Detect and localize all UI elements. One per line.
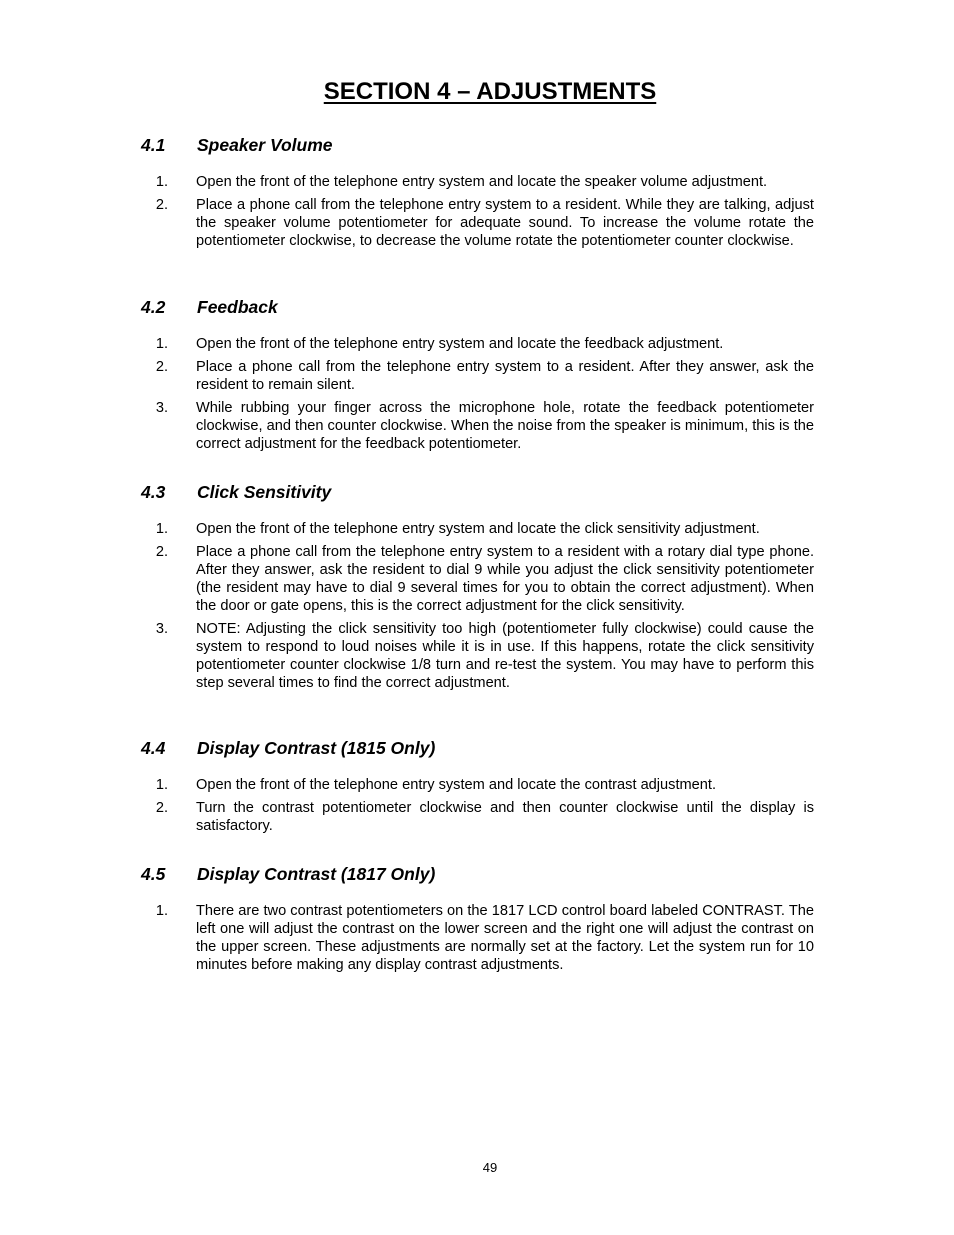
step-number: 2.: [155, 544, 168, 560]
step-number: 1.: [155, 336, 168, 352]
page-title: SECTION 4 – ADJUSTMENTS: [323, 78, 657, 105]
section-display-contrast-1817: [141, 863, 814, 979]
step-number: 3.: [155, 400, 168, 416]
section-title: Click Sensitivity: [197, 482, 332, 502]
step-number: 1.: [155, 903, 168, 919]
list-item: [141, 173, 814, 191]
page-number: 49: [482, 1160, 498, 1175]
step-list: [141, 902, 814, 974]
list-item: [141, 196, 814, 250]
list-item: [141, 520, 814, 538]
step-number: 3.: [155, 621, 168, 637]
section-number: 4.3: [141, 482, 166, 502]
list-item: [141, 335, 814, 353]
section-heading: [141, 737, 814, 759]
step-list: [141, 173, 814, 250]
section-title: Feedback: [197, 297, 278, 317]
section-number: 4.4: [141, 738, 166, 758]
step-number: 1.: [155, 777, 168, 793]
step-text: Place a phone call from the telephone entry system to a resident. After they answer, ask the resident to remain silent.: [196, 359, 814, 393]
section-number: 4.2: [141, 297, 166, 317]
section-heading: [141, 134, 814, 156]
step-text: Open the front of the telephone entry system and locate the contrast adjustment.: [196, 777, 717, 793]
step-text: NOTE: Adjusting the click sensitivity too high (potentiometer fully clockwise) could cause the system to respond to loud noises while it is in use. If this happens, rotate the click sensitivity potentiometer counter clockwise 1/8 turn and re-test the system. You may have to perform this step several times to find the correct adjustment.: [196, 621, 814, 691]
section-heading: [141, 863, 814, 885]
list-item: [141, 399, 814, 453]
list-item: [141, 799, 814, 835]
section-heading: [141, 296, 814, 318]
step-text: There are two contrast potentiometers on the 1817 LCD control board labeled CONTRAST. The left one will adjust the contrast on the lower screen and the right one will adjust the contrast on the upper screen. These adjustments are normally set at the factory. Let the system run for 10 minutes before making any display contrast adjustments.: [196, 903, 814, 973]
step-number: 2.: [155, 800, 168, 816]
step-number: 2.: [155, 197, 168, 213]
step-text: Open the front of the telephone entry system and locate the feedback adjustment.: [196, 336, 724, 352]
list-item: [141, 543, 814, 615]
list-item: [141, 902, 814, 974]
step-number: 1.: [155, 174, 168, 190]
section-number: 4.5: [141, 864, 166, 884]
list-item: [141, 620, 814, 692]
section-display-contrast-1815: [141, 737, 814, 840]
step-number: 2.: [155, 359, 168, 375]
section-feedback: [141, 296, 814, 458]
step-text: Turn the contrast potentiometer clockwise and then counter clockwise until the display is satisfactory.: [196, 800, 814, 834]
step-text: Open the front of the telephone entry system and locate the speaker volume adjustment.: [196, 174, 768, 190]
list-item: [141, 358, 814, 394]
step-text: Place a phone call from the telephone entry system to a resident with a rotary dial type phone. After they answer, ask the resident to dial 9 while you adjust the click sensitivity potentiometer (the resident may have to dial 9 several times for you to obtain the correct adjustment). When the door or gate opens, this is the correct adjustment for the click sensitivity.: [196, 544, 814, 614]
step-list: [141, 776, 814, 835]
step-text: Place a phone call from the telephone entry system to a resident. While they are talking, adjust the speaker volume potentiometer for adequate sound. To increase the volume rotate the potentiometer clockwise, to decrease the volume rotate the potentiometer counter clockwise.: [196, 197, 814, 249]
section-click-sensitivity: [141, 481, 814, 697]
step-text: While rubbing your finger across the microphone hole, rotate the feedback potentiometer clockwise, and then counter clockwise. When the noise from the speaker is minimum, this is the correct adjustment for the feedback potentiometer.: [196, 400, 814, 452]
step-list: [141, 335, 814, 453]
step-list: [141, 520, 814, 692]
step-number: 1.: [155, 521, 168, 537]
section-title: Display Contrast (1815 Only): [197, 738, 436, 758]
section-number: 4.1: [141, 135, 166, 155]
section-title: Speaker Volume: [197, 135, 333, 155]
section-title: Display Contrast (1817 Only): [197, 864, 436, 884]
section-heading: [141, 481, 814, 503]
step-text: Open the front of the telephone entry system and locate the click sensitivity adjustment.: [196, 521, 760, 537]
list-item: [141, 776, 814, 794]
section-speaker-volume: [141, 134, 814, 255]
